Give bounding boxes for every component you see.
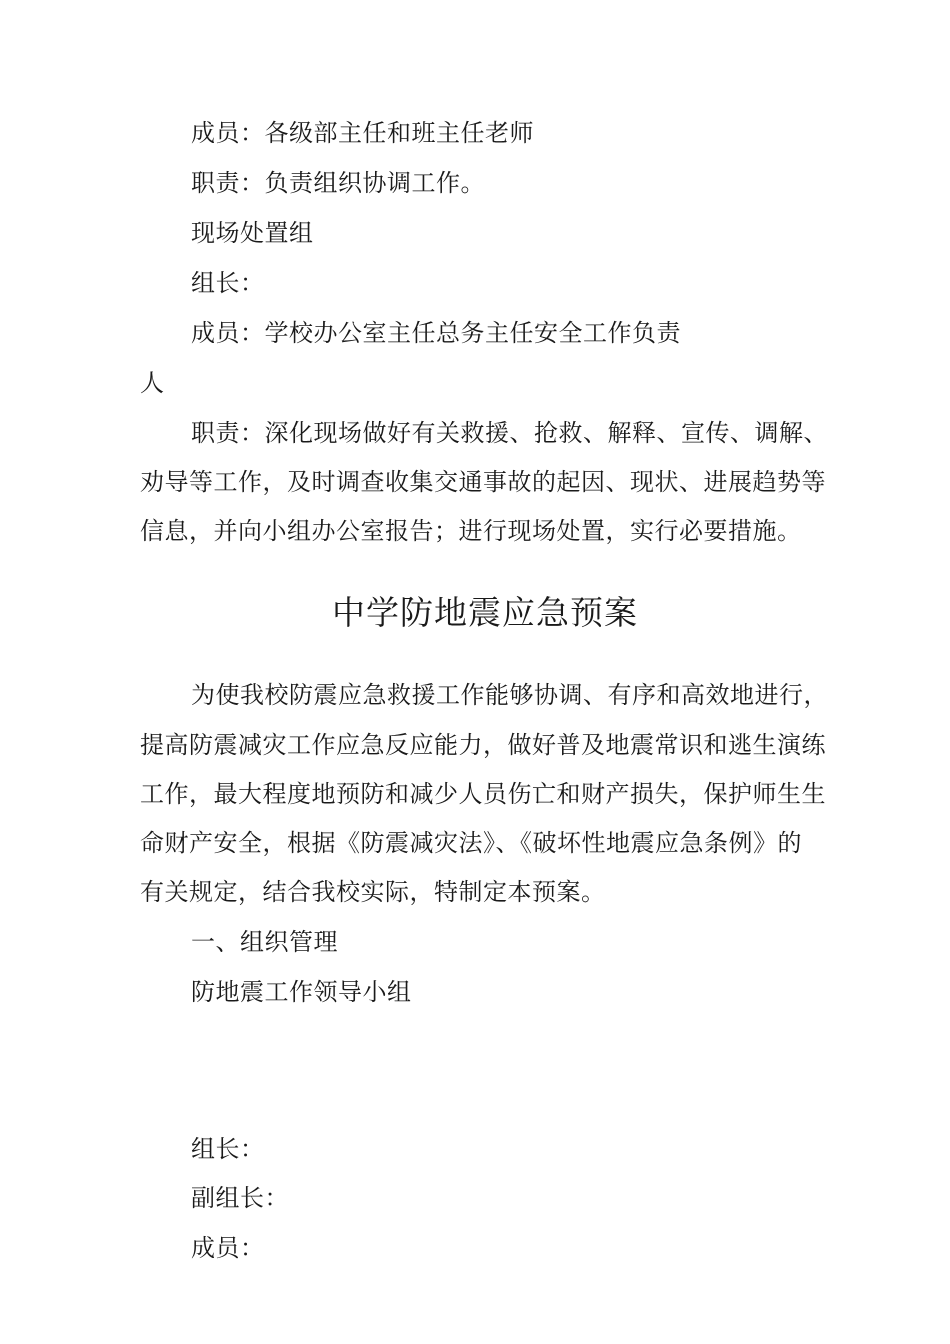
intro-line-1: 为使我校防震应急救援工作能够协调、有序和高效地进行， (191, 681, 828, 709)
onsite-group-leader: 组长： (191, 269, 265, 297)
members-line: 成员：各级部主任和班主任老师 (191, 119, 534, 147)
section-heading: 一、组织管理 (191, 928, 338, 956)
onsite-group-members-cont: 人 (140, 369, 165, 397)
duty-line: 职责：负责组织协调工作。 (191, 169, 485, 197)
intro-line-2: 提高防震减灾工作应急反应能力，做好普及地震常识和逃生演练 (140, 731, 826, 759)
onsite-group-duty-line-3: 信息，并向小组办公室报告；进行现场处置，实行必要措施。 (140, 517, 802, 545)
plan-members: 成员： (191, 1234, 265, 1262)
plan-leader: 组长： (191, 1135, 265, 1163)
intro-line-3: 工作，最大程度地预防和减少人员伤亡和财产损失，保护师生生 (140, 780, 826, 808)
plan-deputy-leader: 副组长： (191, 1184, 289, 1212)
intro-line-4: 命财产安全，根据《防震减灾法》、《破坏性地震应急条例》的 (140, 829, 802, 857)
intro-line-5: 有关规定，结合我校实际，特制定本预案。 (140, 878, 606, 906)
leadership-group-name: 防地震工作领导小组 (191, 978, 412, 1006)
onsite-group-duty-line-1: 职责：深化现场做好有关救援、抢救、解释、宣传、调解、 (191, 419, 828, 447)
onsite-group-duty-line-2: 劝导等工作，及时调查收集交通事故的起因、现状、进展趋势等 (140, 468, 826, 496)
document-title: 中学防地震应急预案 (332, 593, 638, 632)
onsite-group-members: 成员：学校办公室主任总务主任安全工作负责 (191, 319, 681, 347)
onsite-group-heading: 现场处置组 (191, 219, 314, 247)
